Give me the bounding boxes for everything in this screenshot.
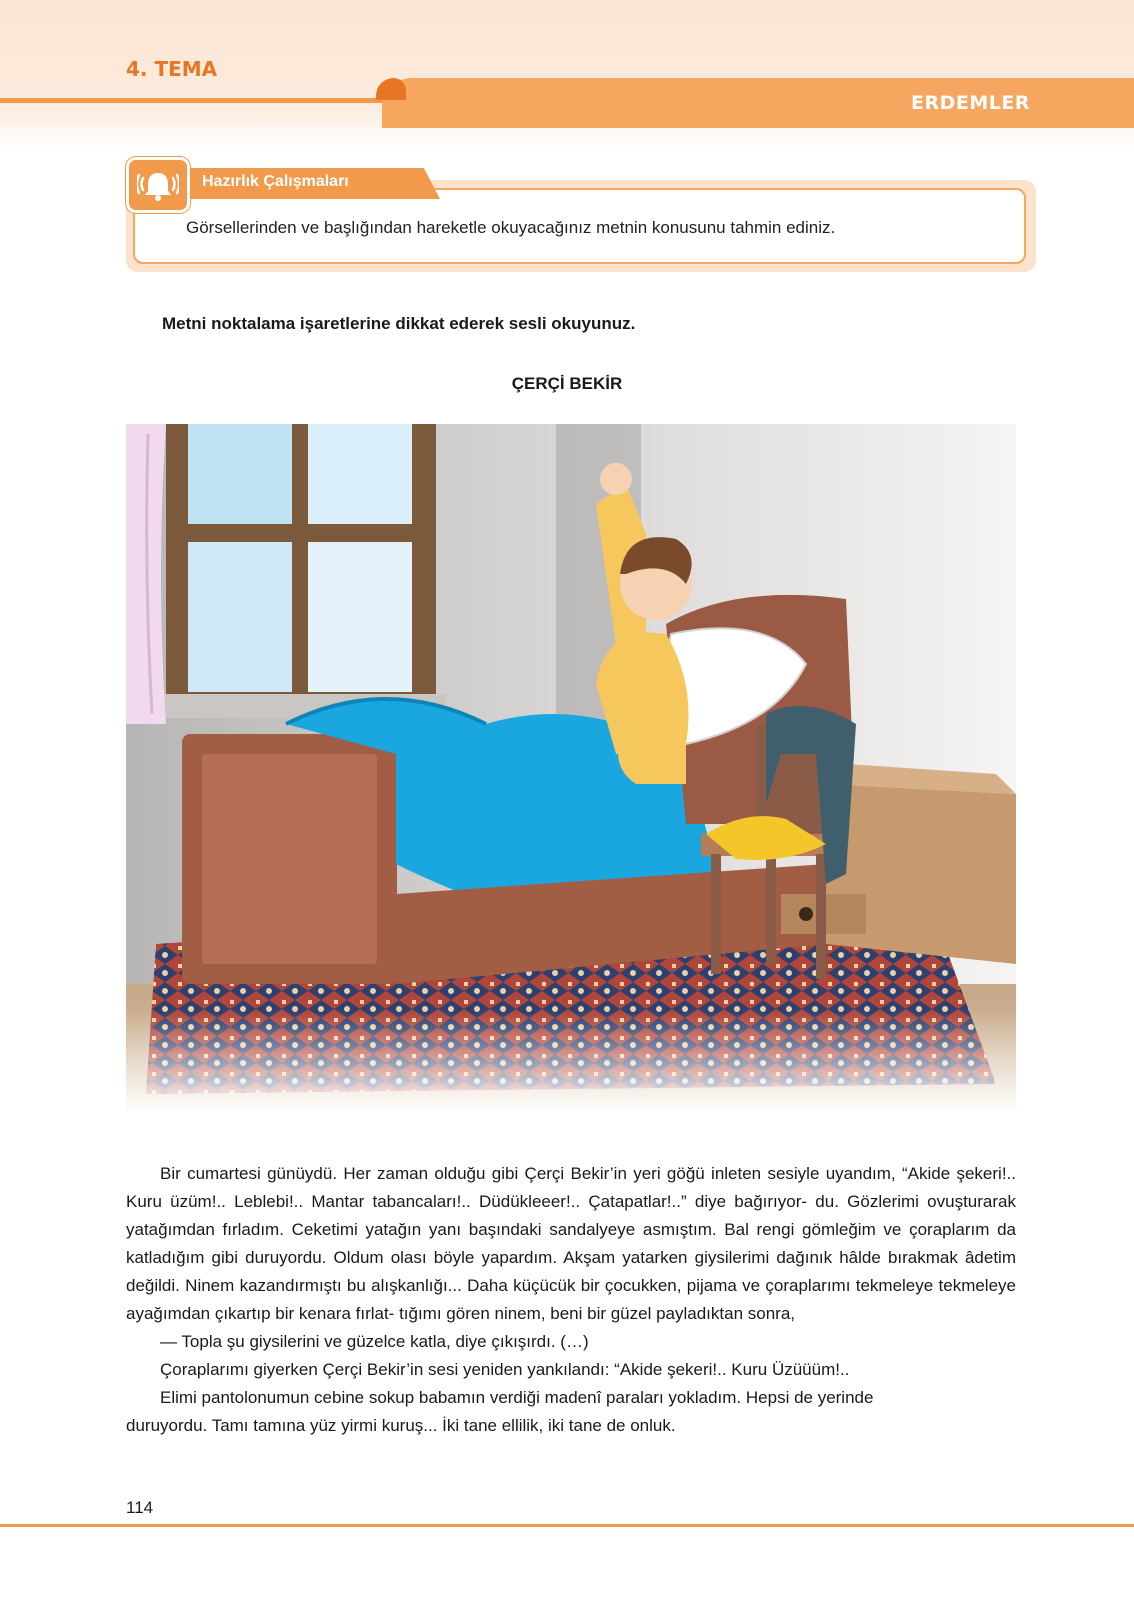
story-title: ÇERÇİ BEKİR: [511, 374, 623, 393]
story-body: [126, 1160, 1016, 1440]
reading-instruction: Metni noktalama işaretlerine dikkat ederek sesli okuyunuz.: [162, 314, 636, 333]
story-paragraph: — Topla şu giysilerini ve güzelce katla, diye çıkışırdı. (…): [160, 1332, 589, 1351]
page-number: 114: [126, 1498, 154, 1517]
bedroom-illustration: [126, 424, 1016, 1114]
prep-label: Hazırlık Çalışmaları: [202, 173, 349, 190]
story-paragraph: Bir cumartesi günüydü. Her zaman olduğu gibi Çerçi Bekir’in yeri göğü inleten sesiyle uyandım, “Akide şekeri!.. Kuru üzüm!.. Leblebi!.. Mantar tabancaları!.. Düdükleeer!.. Çatapatlar!..” diye bağırıyor- du. Gözlerimi ovuşturarak yatağımdan fırladım. Ceketimi yatağın yanı başındaki sandalyeye asmıştım. Bal rengi gömleğim ve çoraplarım da katladığım gibi duruyordu. Oldum olası böyle yapardım. Akşam yatarken giysilerimi dağınık hâlde bırakmak âdetim değildi. Ninem kazandırmıştı bu alışkanlığı... Daha küçücük bir çocukken, pijama ve çoraplarımı tekmeleye tekmeleye ayağımdan çıkartıp bir kenara fırlat- tığımı gören ninem, beni bir güzel payladıktan sonra,: [126, 1164, 1016, 1323]
footer-rule: [0, 1524, 1134, 1527]
prep-text: Görsellerinden ve başlığından hareketle okuyacağınız metnin konusunu tahmin ediniz.: [186, 218, 836, 237]
story-paragraph: Çoraplarımı giyerken Çerçi Bekir’in sesi yeniden yankılandı: “Akide şekeri!.. Kuru Üzüüüm!..: [160, 1360, 850, 1379]
story-paragraph-end: duruyordu. Tamı tamına yüz yirmi kuruş... İki tane ellilik, iki tane de onluk.: [126, 1416, 676, 1435]
header-rule: [0, 98, 395, 103]
bell-alarm-icon: [126, 157, 190, 213]
theme-title: ERDEMLER: [911, 92, 1030, 114]
chapter-label: 4. TEMA: [126, 57, 218, 81]
story-paragraph: Elimi pantolonumun cebine sokup babamın verdiği madenî paraları yokladım. Hepsi de yerinde: [160, 1388, 874, 1407]
